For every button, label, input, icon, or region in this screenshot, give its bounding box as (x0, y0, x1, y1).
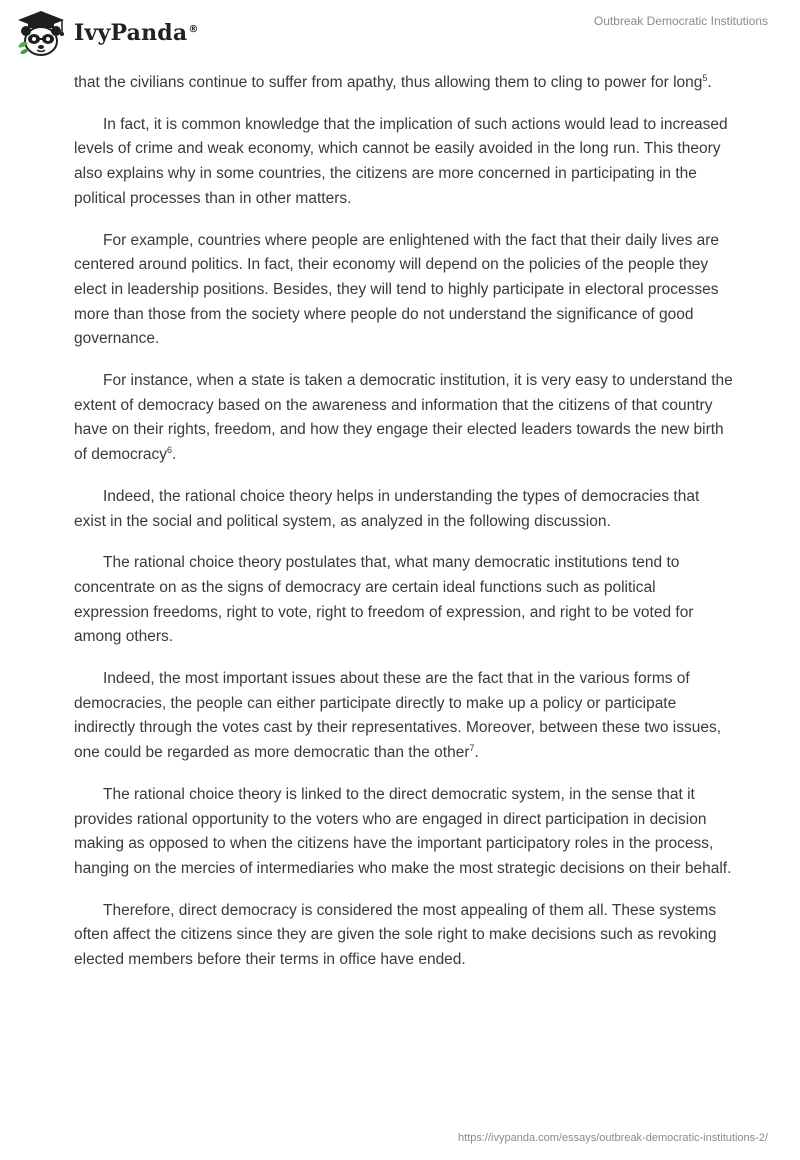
paragraph: Therefore, direct democracy is considered the most appealing of them all. These systems often affect the citizens since they are given the sole right to make decisions such as revoking elected members before their terms in office have ended. (74, 901, 717, 969)
paragraph: The rational choice theory is linked to the direct democratic system, in the sense that it provides rational opportunity to the voters who are engaged in direct participation in decision making as opposed to when the citizens have the important participatory roles in the process, hanging on the mercies of intermediaries who make the most strategic decisions on their behalf. (74, 785, 732, 877)
page-header (0, 0, 800, 70)
document-title: Outbreak Democratic Institutions (593, 14, 768, 28)
panda-logo-icon (14, 9, 68, 57)
footnote-ref: 5 (702, 72, 708, 83)
footnote-ref: 7 (469, 743, 475, 754)
paragraph: that the civilians continue to suffer from apathy, thus allowing them to cling to power for long$^5$. (74, 72, 712, 91)
paragraph: Indeed, the rational choice theory helps in understanding the types of democracies that exist in the social and political system, as analyzed in the following discussion. (74, 487, 700, 530)
footnote-ref: 6 (167, 444, 173, 455)
paragraph: Indeed, the most important issues about these are the fact that in the various forms of democracies, the people can either participate directly to make up a policy or participate indirectly through the votes cast by their representatives. Moreover, between these two issues, one could be regarded as more democratic than the other$^7$. (74, 670, 722, 762)
paragraph: For example, countries where people are enlightened with the fact that their daily lives are centered around politics. In fact, their economy will depend on the policies of the people they elect in leadership positions. Besides, they will tend to highly participate in electoral processes more than those from the society where people do not understand the significance of good governance. (74, 231, 720, 348)
logo[interactable] (14, 8, 199, 58)
paragraph: The rational choice theory postulates that, what many democratic institutions tend to concentrate on as the signs of democracy are certain ideal functions such as political expression freedoms, right to vote, right to freedom of expression, and right to be voted for among others. (74, 554, 694, 646)
paragraph: For instance, when a state is taken a democratic institution, it is very easy to understand the extent of democracy based on the awareness and information that the citizens of that country have on their rights, freedom, and how they engage their elected leaders towards the new birth of democracy$^6$. (74, 372, 733, 464)
essay-body (74, 71, 734, 990)
source-url[interactable]: https://ivypanda.com/essays/outbreak-democratic-institutions-2/ (458, 1132, 768, 1144)
brand-name: IvyPanda® (74, 20, 199, 46)
paragraph: In fact, it is common knowledge that the implication of such actions would lead to increased levels of crime and weak economy, which cannot be easily avoided in the long run. This theory also explains why in some countries, the citizens are more concerned in participating in the political processes than in other matters. (74, 115, 728, 207)
